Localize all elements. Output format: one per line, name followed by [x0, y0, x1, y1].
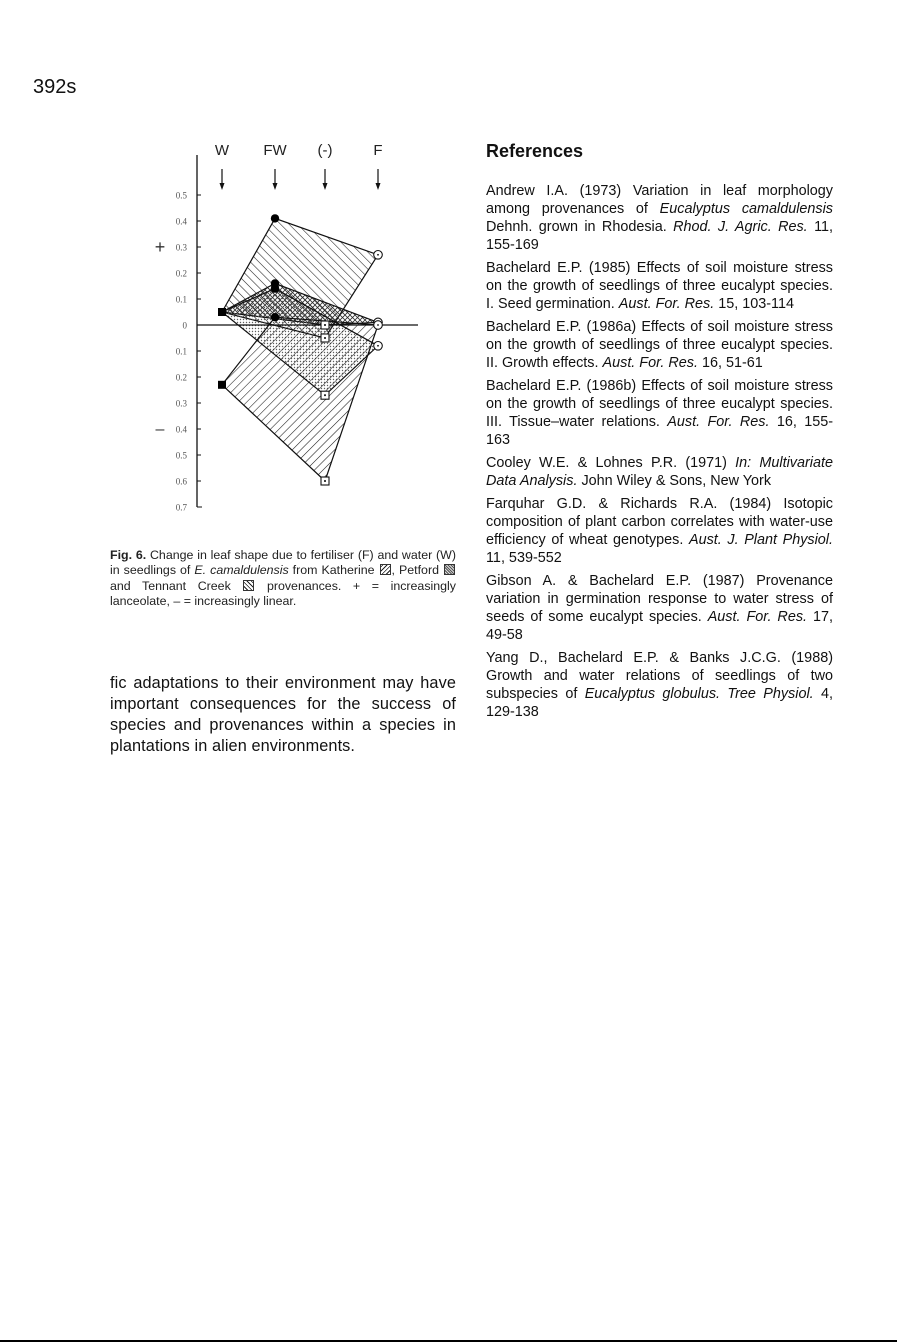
figure-caption — [110, 548, 456, 609]
bottom-rule — [0, 1340, 897, 1342]
reference-text: Bachelard E.P. (1986b) Effects of soil moisture stress on the growth of seedlings of three eucalypt species. III. Tissue–water relations. — [486, 378, 833, 430]
y-tick-label: 0.3 — [175, 398, 187, 409]
marker-dot — [324, 394, 326, 396]
reference-text: Dehnh. grown in Rhodesia. — [486, 219, 674, 235]
page-number: 392s — [33, 76, 77, 98]
marker-filled-square — [218, 381, 226, 389]
y-tick-label: 0.2 — [175, 372, 187, 383]
marker-dot — [377, 345, 379, 347]
marker-dot — [377, 254, 379, 256]
arrow-head-icon — [376, 183, 381, 190]
references-list — [486, 182, 833, 726]
reference-text: Yang D., Bachelard E.P. & Banks J.C.G. (1988) Growth and water relations of seedlings of two subspecies of — [486, 650, 833, 702]
reference-italic: Eucalyptus camaldulensis — [659, 201, 834, 217]
reference-text: Cooley W.E. & Lohnes P.R. (1971) — [486, 455, 736, 471]
tennant-creek-swatch-icon — [243, 580, 254, 591]
y-tick-label: 0.6 — [175, 476, 187, 487]
reference-text: 11, 155-169 — [486, 219, 834, 253]
reference-text: 16, 155-163 — [486, 414, 833, 448]
reference-item — [486, 649, 833, 721]
marker-dot — [324, 337, 326, 339]
reference-italic: Aust. For. Res. — [602, 355, 698, 371]
marker-dot — [377, 324, 379, 326]
y-tick-label: 0.1 — [175, 294, 187, 305]
y-tick-label: 0.3 — [175, 242, 187, 253]
polygon-tennant-creek-water- — [222, 317, 378, 481]
arrow-head-icon — [220, 183, 225, 190]
reference-item — [486, 318, 833, 372]
marker-filled-square — [218, 308, 226, 316]
treatment-label-FW: FW — [263, 142, 287, 159]
y-tick-label: 0.5 — [175, 190, 187, 201]
y-tick-label: 0.1 — [175, 346, 187, 357]
figure-label: Fig. 6. — [110, 548, 147, 562]
reference-item — [486, 377, 833, 449]
reference-text: 15, 103-114 — [714, 296, 794, 312]
reference-italic: Tree Physiol. — [727, 686, 814, 702]
plus-sign-label: + — [154, 237, 166, 257]
references-heading: References — [486, 141, 584, 161]
y-tick-label: 0.5 — [175, 450, 187, 461]
arrow-head-icon — [323, 183, 328, 190]
caption-species: E. camaldulensis — [194, 563, 289, 578]
reference-item — [486, 259, 833, 313]
reference-text: Bachelard E.P. (1985) Effects of soil moisture stress on the growth of seedlings of three eucalypt species. I. Seed germination. — [486, 260, 833, 312]
treatment-label-F: F — [373, 142, 383, 159]
reference-item — [486, 182, 833, 254]
reference-text: 17, 49-58 — [486, 609, 833, 643]
caption-text: provenances. + = increasingly lanceolate, – = increasingly linear. — [110, 578, 456, 608]
reference-italic: In: Multivariate Data Analysis. — [486, 455, 833, 489]
marker-dot — [324, 480, 326, 482]
reference-text: John Wiley & Sons, New York — [577, 473, 772, 489]
petford-swatch-icon — [444, 564, 455, 575]
reference-italic: Aust. J. Plant Physiol. — [688, 532, 833, 548]
y-tick-label: 0.4 — [175, 216, 187, 227]
reference-text: 11, 539-552 — [486, 550, 562, 566]
caption-text: Change in leaf shape due to fertiliser (F) and water (W) in seedlings of — [110, 548, 456, 578]
marker-filled-circle — [271, 284, 279, 292]
marker-dot — [324, 324, 326, 326]
treatment-label-W: W — [214, 142, 230, 159]
reference-item — [486, 495, 833, 567]
katherine-swatch-icon — [380, 564, 391, 575]
reference-item — [486, 454, 833, 490]
y-tick-label: 0 — [182, 320, 187, 331]
reference-text: Andrew I.A. (1973) Variation in leaf morphology among provenances of — [486, 183, 833, 217]
caption-text: and Tennant Creek — [110, 578, 243, 593]
reference-italic: Rhod. J. Agric. Res. — [673, 219, 808, 235]
treatment-label-: (-) — [317, 142, 333, 159]
reference-item — [486, 572, 833, 644]
caption-text: from Katherine — [288, 563, 379, 578]
y-tick-label: 0.4 — [175, 424, 187, 435]
body-paragraph: fic adaptations to their environment may have important consequences for the success of species and provenances within a species in plantations in alien environments. — [110, 674, 456, 755]
reference-text: 4, 129-138 — [486, 686, 834, 720]
reference-italic: Aust. For. Res. — [707, 609, 808, 625]
arrow-head-icon — [273, 183, 278, 190]
y-tick-label: 0.2 — [175, 268, 187, 279]
marker-filled-circle — [271, 214, 279, 222]
marker-filled-circle — [271, 313, 279, 321]
caption-text: , Petford — [391, 563, 443, 578]
reference-italic: Eucalyptus globulus. — [584, 686, 721, 702]
reference-text: Gibson A. & Bachelard E.P. (1987) Provenance variation in germination response to water stress of seeds of some eucalypt species. — [486, 573, 833, 625]
y-tick-label: 0.7 — [175, 502, 187, 513]
reference-italic: Aust. For. Res. — [618, 296, 715, 312]
reference-text: Bachelard E.P. (1986a) Effects of soil moisture stress on the growth of seedlings of three eucalypt species. II. Growth effects. — [486, 319, 833, 371]
minus-sign-label: – — [155, 421, 165, 438]
reference-italic: Aust. For. Res. — [667, 414, 770, 430]
figure-6-chart — [140, 135, 440, 535]
reference-text: Farquhar G.D. & Richards R.A. (1984) Isotopic composition of plant carbon correlates with water-use efficiency of wheat genotypes. — [486, 496, 833, 548]
reference-text: 16, 51-61 — [697, 355, 763, 371]
